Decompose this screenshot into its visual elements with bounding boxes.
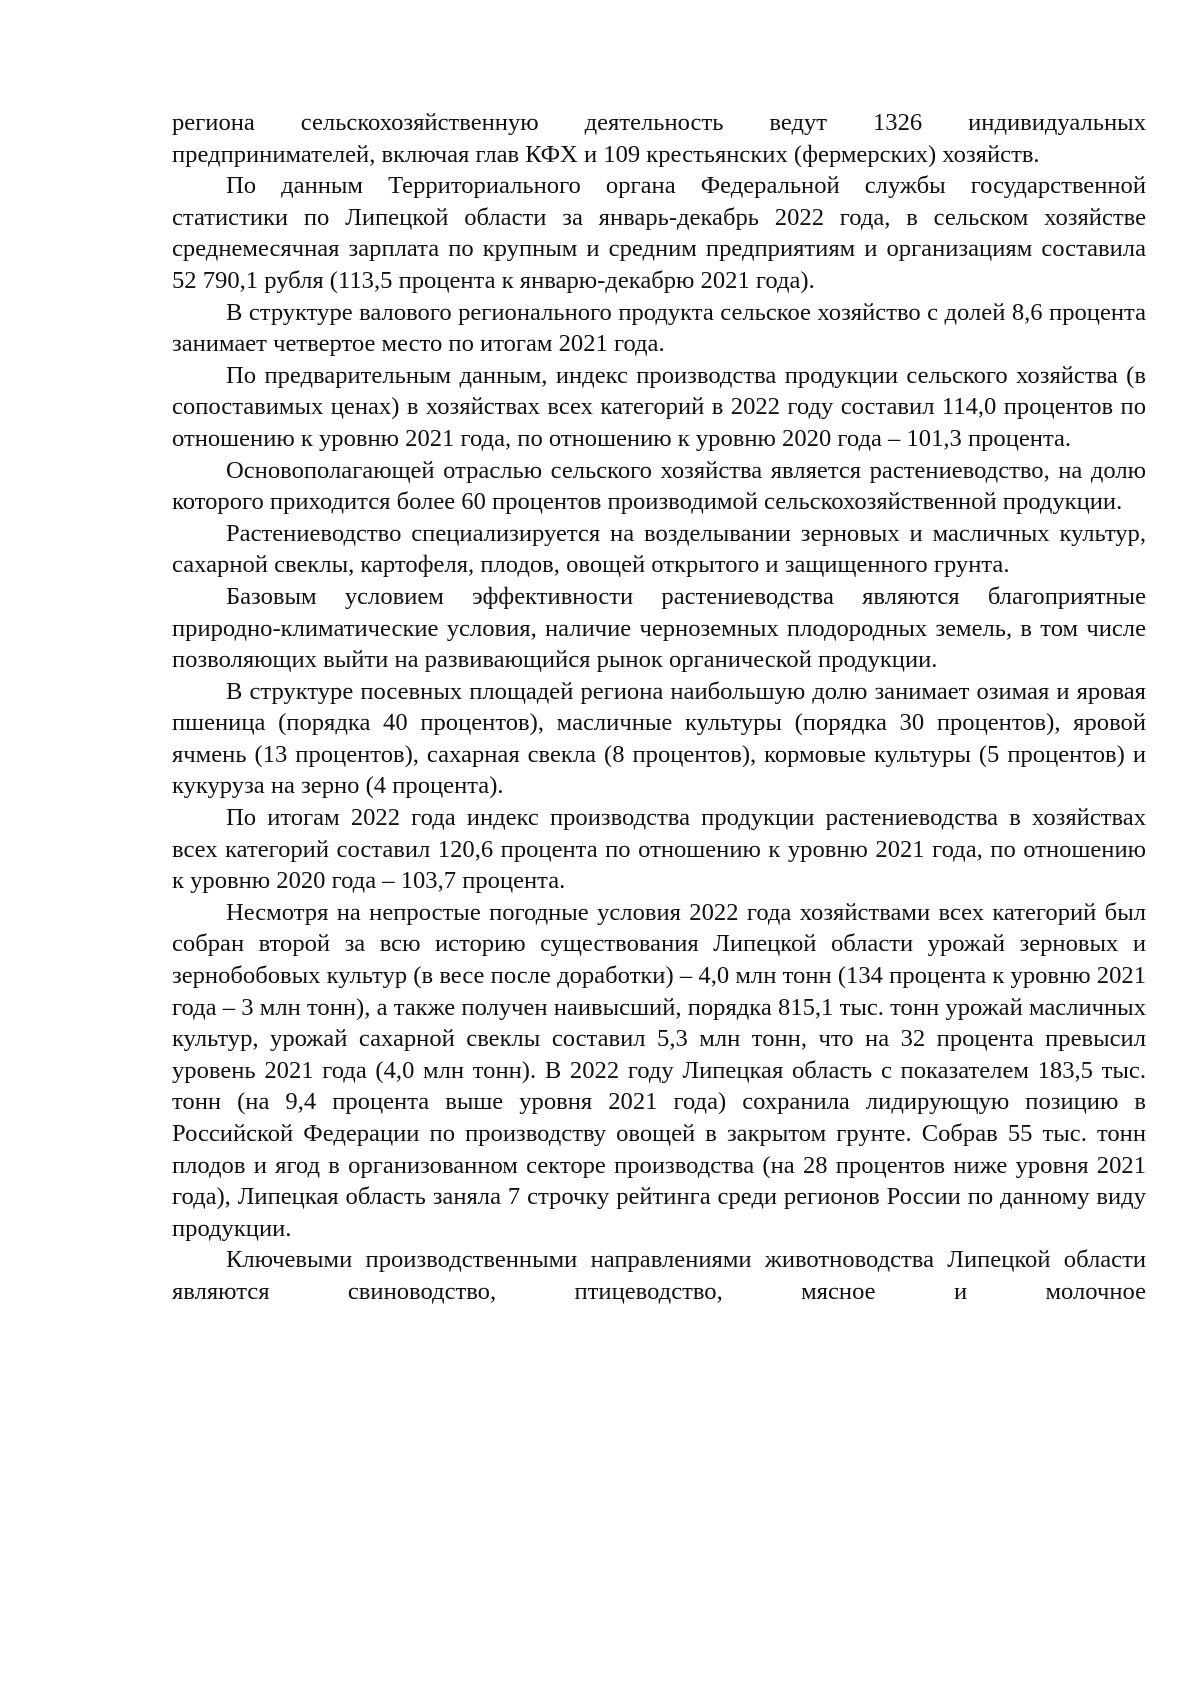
paragraph-6: Растениеводство специализируется на возделывании зерновых и масличных культур, сахарной свеклы, картофеля, плодов, овощей открытого и защищенного грунта. bbox=[172, 519, 1146, 579]
paragraph-2: По данным Территориального органа Федеральной службы государственной статистики по Липецкой области за январь-декабрь 2022 года, в сельском хозяйстве среднемесячная зарплата по крупным и средним предприятиям и организациям составила 52 790,1 рубля (113,5 процента к январю-декабрю 2021 года). bbox=[172, 172, 1146, 294]
paragraph-7: Базовым условием эффективности растениеводства являются благоприятные природно-климатические условия, наличие черноземных плодородных земель, в том числе позволяющих выйти на развивающийся рынок органической продукции. bbox=[172, 582, 1146, 674]
paragraph-5: Основополагающей отраслью сельского хозяйства является растениеводство, на долю которого приходится более 60 процентов производимой сельскохозяйственной продукции. bbox=[172, 456, 1146, 516]
paragraph-4: По предварительным данным, индекс производства продукции сельского хозяйства (в сопоставимых ценах) в хозяйствах всех категорий в 2022 году составил 114,0 процентов по отношению к уровню 2021 года, по отношению к уровню 2020 года – 101,3 процента. bbox=[172, 361, 1146, 452]
document-page bbox=[172, 107, 1146, 1308]
paragraph-10: Несмотря на непростые погодные условия 2022 года хозяйствами всех категорий был собран второй за всю историю существования Липецкой области урожай зерновых и зернобобовых культур (в весе после доработки) – 4,0 млн тонн (134 процента к уровню 2021 года – 3 млн тонн), а также получен наивысший, порядка 815,1 тыс. тонн урожай масличных культур, урожай сахарной свеклы составил 5,3 млн тонн, что на 32 процента превысил уровень 2021 года (4,0 млн тонн). В 2022 году Липецкая область с показателем 183,5 тыс. тонн (на 9,4 процента выше уровня 2021 года) сохранила лидирующую позицию в Российской Федерации по производству овощей в закрытом грунте. Собрав 55 тыс. тонн плодов и ягод в организованном секторе производства (на 28 процентов ниже уровня 2021 года), Липецкая область заняла 7 строчку рейтинга среди регионов России по данному виду продукции. bbox=[172, 898, 1146, 1242]
paragraph-3: В структуре валового регионального продукта сельское хозяйство с долей 8,6 процента занимает четвертое место по итогам 2021 года. bbox=[172, 298, 1146, 358]
paragraph-8: В структуре посевных площадей региона наибольшую долю занимает озимая и яровая пшеница (порядка 40 процентов), масличные культуры (порядка 30 процентов), яровой ячмень (13 процентов), сахарная свекла (8 процентов), кормовые культуры (5 процентов) и кукуруза на зерно (4 процента). bbox=[172, 677, 1146, 800]
paragraph-11: Ключевыми производственными направлениями животноводства Липецкой области являются свиноводство, птицеводство, мясное и молочное bbox=[172, 1246, 1146, 1305]
paragraph-1: региона сельскохозяйственную деятельность ведут 1326 индивидуальных предпринимателей, включая глав КФХ и 109 крестьянских (фермерских) хозяйств. bbox=[172, 109, 1146, 168]
paragraph-9: По итогам 2022 года индекс производства продукции растениеводства в хозяйствах всех категорий составил 120,6 процента по отношению к уровню 2021 года, по отношению к уровню 2020 года – 103,7 процента. bbox=[172, 804, 1146, 895]
